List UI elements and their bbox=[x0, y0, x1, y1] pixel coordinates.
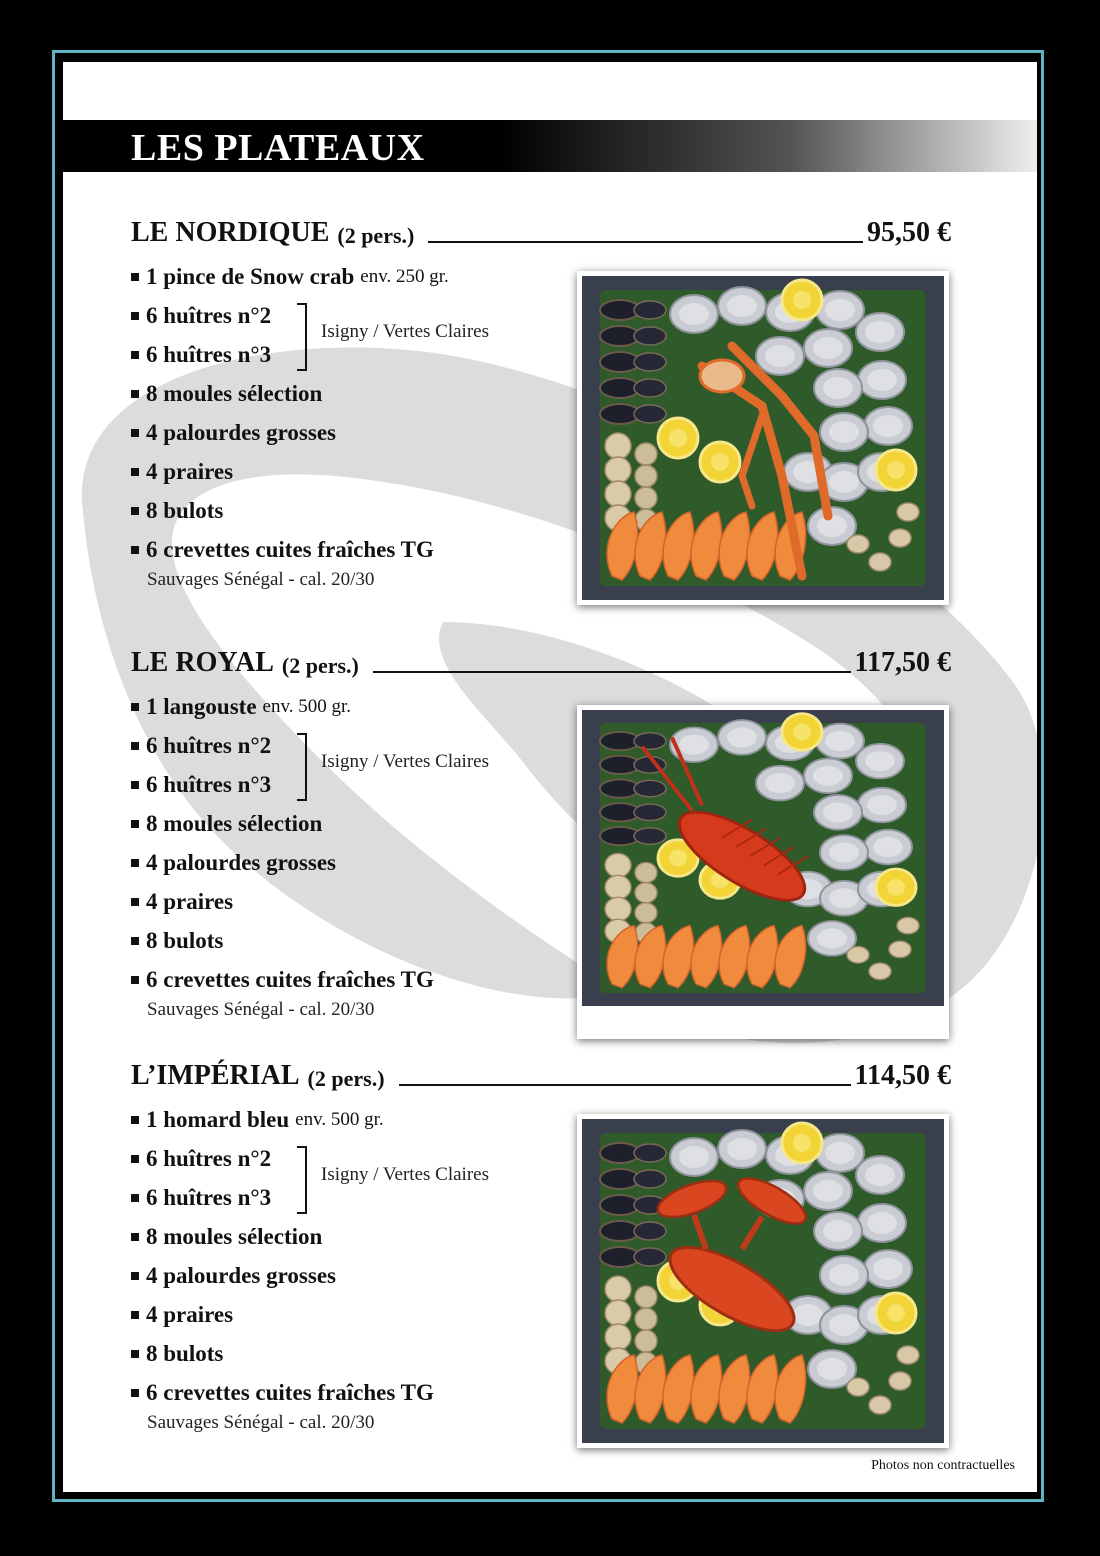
plate-price: 95,50 € bbox=[867, 217, 951, 248]
plate-photo bbox=[577, 271, 949, 605]
section-title: LES PLATEAUX bbox=[131, 127, 425, 169]
plate-photo bbox=[577, 705, 949, 1039]
plate-persons: (2 pers.) bbox=[281, 653, 359, 678]
list-item: 4 praires bbox=[131, 882, 591, 921]
plate-items bbox=[131, 257, 591, 590]
section-banner bbox=[63, 120, 1037, 172]
list-item: 8 bulots bbox=[131, 921, 591, 960]
oyster-origin: Isigny / Vertes Claires bbox=[321, 751, 489, 772]
list-item: 1 homard bleu env. 500 gr. bbox=[131, 1100, 591, 1139]
shrimp-origin: Sauvages Sénégal - cal. 20/30 bbox=[147, 999, 375, 1020]
plate-header bbox=[131, 1058, 951, 1092]
square-bullet-icon bbox=[131, 820, 139, 828]
square-bullet-icon bbox=[131, 703, 139, 711]
list-item: 6 huîtres n°3 bbox=[131, 335, 591, 374]
plate-persons: (2 pers.) bbox=[337, 223, 415, 248]
price-leader-line bbox=[373, 671, 851, 673]
list-item: 6 huîtres n°2 bbox=[131, 1139, 591, 1178]
list-item: 4 palourdes grosses bbox=[131, 843, 591, 882]
square-bullet-icon bbox=[131, 468, 139, 476]
square-bullet-icon bbox=[131, 937, 139, 945]
list-item: 6 huîtres n°3 bbox=[131, 765, 591, 804]
square-bullet-icon bbox=[131, 273, 139, 281]
plate-items bbox=[131, 1100, 591, 1433]
square-bullet-icon bbox=[131, 351, 139, 359]
photo-seafood-platter bbox=[582, 710, 944, 1006]
square-bullet-icon bbox=[131, 1155, 139, 1163]
list-item: 1 pince de Snow crab env. 250 gr. bbox=[131, 257, 591, 296]
square-bullet-icon bbox=[131, 1194, 139, 1202]
square-bullet-icon bbox=[131, 898, 139, 906]
list-item: 4 palourdes grosses bbox=[131, 1256, 591, 1295]
list-item: 1 langouste env. 500 gr. bbox=[131, 687, 591, 726]
photo-disclaimer: Photos non contractuelles bbox=[871, 1458, 1015, 1473]
list-item: 8 bulots bbox=[131, 491, 591, 530]
list-item: 6 crevettes cuites fraîches TG bbox=[131, 1373, 591, 1412]
plate-name: LE ROYAL bbox=[131, 647, 274, 678]
list-item: 8 moules sélection bbox=[131, 374, 591, 413]
plate-persons: (2 pers.) bbox=[307, 1066, 385, 1091]
list-item: 8 moules sélection bbox=[131, 804, 591, 843]
list-item: 4 praires bbox=[131, 1295, 591, 1334]
plate-items bbox=[131, 687, 591, 1020]
square-bullet-icon bbox=[131, 742, 139, 750]
list-item: 6 huîtres n°2 bbox=[131, 296, 591, 335]
square-bullet-icon bbox=[131, 312, 139, 320]
square-bullet-icon bbox=[131, 1272, 139, 1280]
plate-photo bbox=[577, 1114, 949, 1448]
list-item: 8 bulots bbox=[131, 1334, 591, 1373]
square-bullet-icon bbox=[131, 390, 139, 398]
list-item: 6 crevettes cuites fraîches TG bbox=[131, 530, 591, 569]
square-bullet-icon bbox=[131, 507, 139, 515]
oyster-origin: Isigny / Vertes Claires bbox=[321, 1164, 489, 1185]
plate-header bbox=[131, 645, 951, 679]
square-bullet-icon bbox=[131, 1350, 139, 1358]
square-bullet-icon bbox=[131, 1389, 139, 1397]
list-item: 4 palourdes grosses bbox=[131, 413, 591, 452]
square-bullet-icon bbox=[131, 1116, 139, 1124]
plate-name: LE NORDIQUE bbox=[131, 217, 330, 248]
square-bullet-icon bbox=[131, 859, 139, 867]
plate-name: L’IMPÉRIAL bbox=[131, 1060, 300, 1091]
photo-seafood-platter bbox=[582, 1119, 944, 1443]
list-item: 8 moules sélection bbox=[131, 1217, 591, 1256]
square-bullet-icon bbox=[131, 1311, 139, 1319]
oyster-origin: Isigny / Vertes Claires bbox=[321, 321, 489, 342]
square-bullet-icon bbox=[131, 1233, 139, 1241]
square-bullet-icon bbox=[131, 976, 139, 984]
list-item: 4 praires bbox=[131, 452, 591, 491]
list-item: 6 huîtres n°3 bbox=[131, 1178, 591, 1217]
square-bullet-icon bbox=[131, 546, 139, 554]
square-bullet-icon bbox=[131, 429, 139, 437]
plate-price: 114,50 € bbox=[854, 1060, 951, 1091]
square-bullet-icon bbox=[131, 781, 139, 789]
oyster-bracket bbox=[297, 303, 307, 371]
price-leader-line bbox=[399, 1084, 851, 1086]
photo-seafood-platter bbox=[582, 276, 944, 600]
oyster-bracket bbox=[297, 1146, 307, 1214]
plate-header bbox=[131, 215, 951, 249]
price-leader-line bbox=[428, 241, 863, 243]
list-item: 6 crevettes cuites fraîches TG bbox=[131, 960, 591, 999]
menu-page bbox=[63, 62, 1037, 1492]
shrimp-origin: Sauvages Sénégal - cal. 20/30 bbox=[147, 1412, 375, 1433]
oyster-bracket bbox=[297, 733, 307, 801]
list-item: 6 huîtres n°2 bbox=[131, 726, 591, 765]
shrimp-origin: Sauvages Sénégal - cal. 20/30 bbox=[147, 569, 375, 590]
plate-price: 117,50 € bbox=[854, 647, 951, 678]
